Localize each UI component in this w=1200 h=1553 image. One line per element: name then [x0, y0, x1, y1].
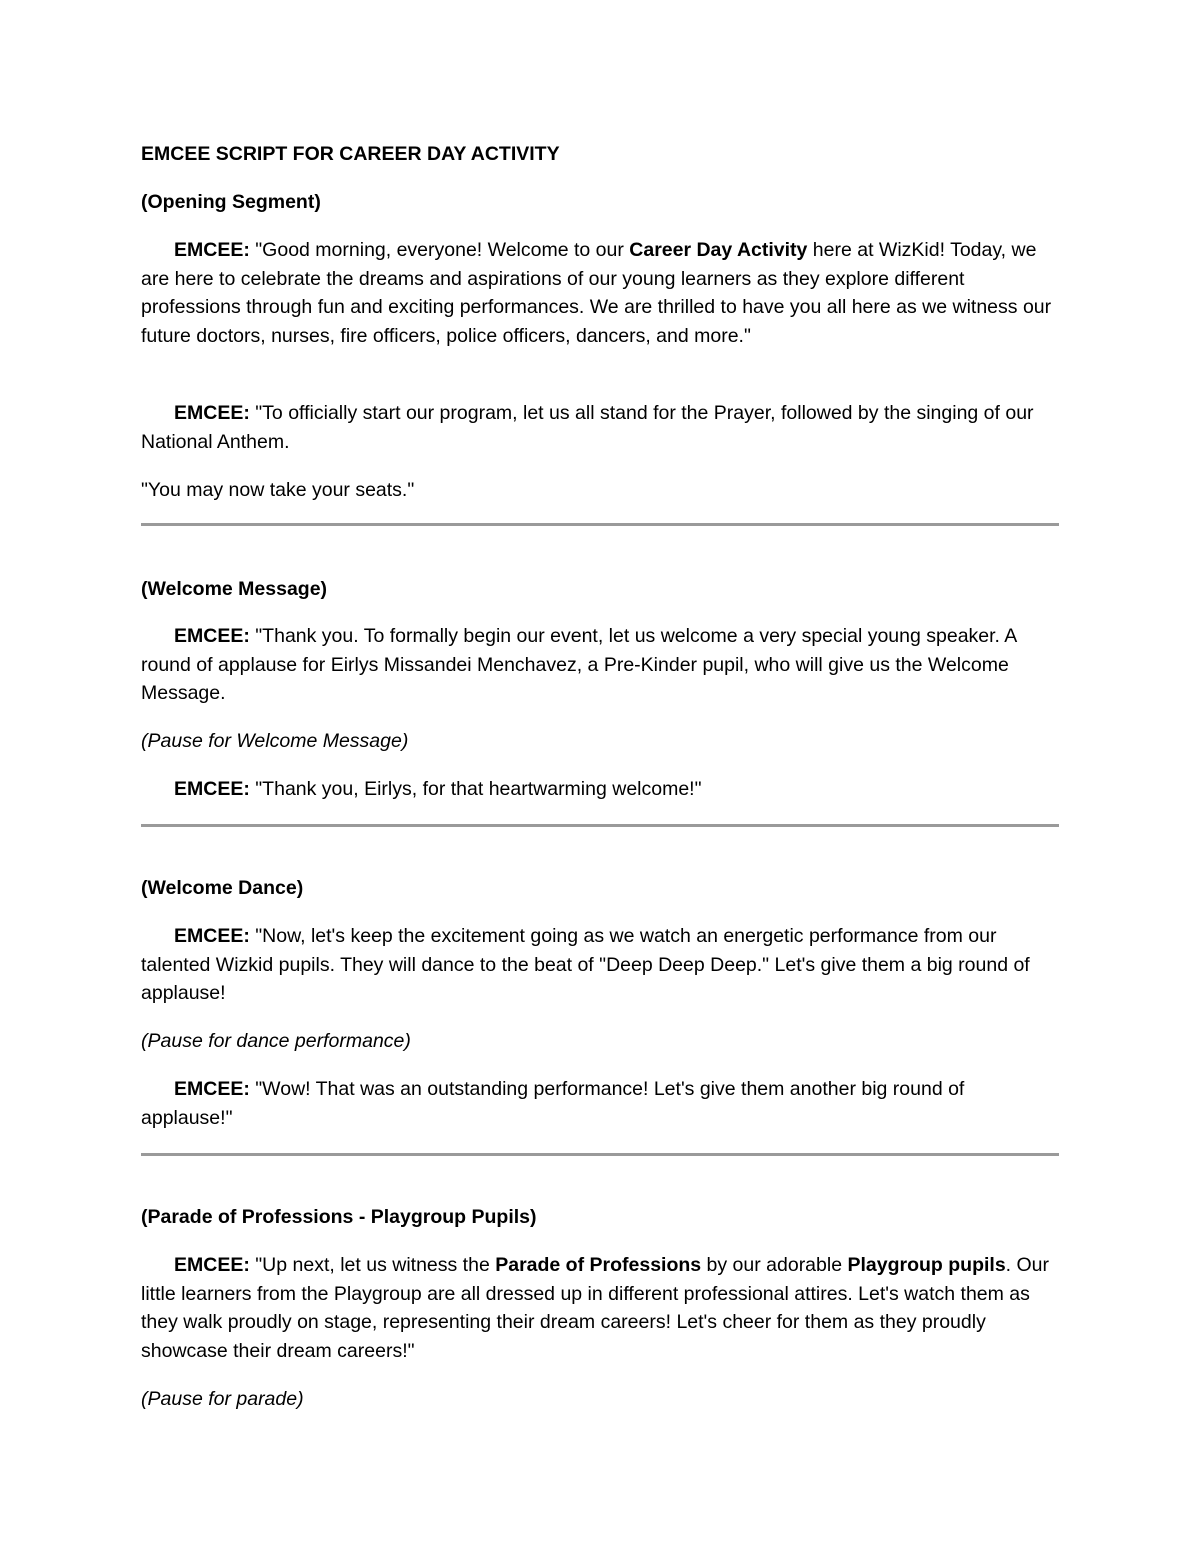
- welcome-message-heading: (Welcome Message): [141, 578, 328, 600]
- speaker-label: EMCEE:: [174, 402, 250, 424]
- parade-of-professions-emphasis: Parade of Professions: [495, 1254, 702, 1276]
- parade-heading: (Parade of Professions - Playgroup Pupils): [141, 1206, 537, 1228]
- speaker-label: EMCEE:: [174, 239, 250, 261]
- welcome-message-paragraph-1: [141, 622, 1059, 708]
- playgroup-pupils-emphasis: Playgroup pupils: [847, 1254, 1006, 1276]
- speaker-label: EMCEE:: [174, 1254, 250, 1276]
- welcome-dance-p1-text: "Now, let's keep the excitement going as we watch an energetic performance from our talented Wizkid pupils. They will dance to the beat of "Deep Deep Deep." Let's give them a big round of applause!: [141, 925, 1030, 1005]
- welcome-message-p2-text: "Thank you, Eirlys, for that heartwarming welcome!": [249, 778, 702, 800]
- section-divider: [141, 1153, 1059, 1156]
- section-divider: [141, 523, 1059, 526]
- section-divider: [141, 824, 1059, 827]
- welcome-message-p1-text: "Thank you. To formally begin our event, let us welcome a very special young speaker. A round of applause for Eirlys Missandei Menchavez, a Pre-Kinder pupil, who will give us the Welcome Message.: [141, 625, 1017, 705]
- speaker-label: EMCEE:: [174, 1078, 250, 1100]
- opening-paragraph-2: [141, 399, 1059, 456]
- welcome-dance-pause: (Pause for dance performance): [141, 1030, 411, 1052]
- opening-p2-text: "To officially start our program, let us all stand for the Prayer, followed by the singing of our National Anthem.: [141, 402, 1034, 453]
- speaker-label: EMCEE:: [174, 925, 250, 947]
- welcome-message-paragraph-2: [141, 775, 1059, 804]
- welcome-dance-paragraph-2: [141, 1075, 1059, 1132]
- parade-p1-text-a: "Up next, let us witness the: [249, 1254, 496, 1276]
- parade-p1-text-c: . Our little learners from the Playgroup are all dressed up in different professional attires. Let's watch them as they walk proudly on stage, representing their dream careers! Let's cheer for them as they proudly showcase their dream careers!": [141, 1254, 1050, 1362]
- parade-pause: (Pause for parade): [141, 1388, 304, 1410]
- document-title: EMCEE SCRIPT FOR CAREER DAY ACTIVITY: [141, 143, 560, 165]
- welcome-dance-p2-text: "Wow! That was an outstanding performance! Let's give them another big round of applause!": [141, 1078, 965, 1129]
- parade-paragraph-1: [141, 1251, 1059, 1365]
- opening-paragraph-3: "You may now take your seats.": [141, 479, 415, 501]
- speaker-label: EMCEE:: [174, 625, 250, 647]
- opening-paragraph-1: [141, 236, 1059, 350]
- opening-p1-text-a: "Good morning, everyone! Welcome to our: [249, 239, 630, 261]
- welcome-message-pause: (Pause for Welcome Message): [141, 730, 409, 752]
- opening-p1-text-b: here at WizKid! Today, we are here to celebrate the dreams and aspirations of our young learners as they explore different professions through fun and exciting performances. We are thrilled to have you all here as we witness our future doctors, nurses, fire officers, police officers, dancers, and more.": [141, 239, 1052, 347]
- career-day-activity-emphasis: Career Day Activity: [629, 239, 808, 261]
- opening-segment-heading: (Opening Segment): [141, 191, 321, 213]
- welcome-dance-heading: (Welcome Dance): [141, 877, 304, 899]
- welcome-dance-paragraph-1: [141, 922, 1059, 1008]
- speaker-label: EMCEE:: [174, 778, 250, 800]
- parade-p1-text-b: by our adorable: [701, 1254, 848, 1276]
